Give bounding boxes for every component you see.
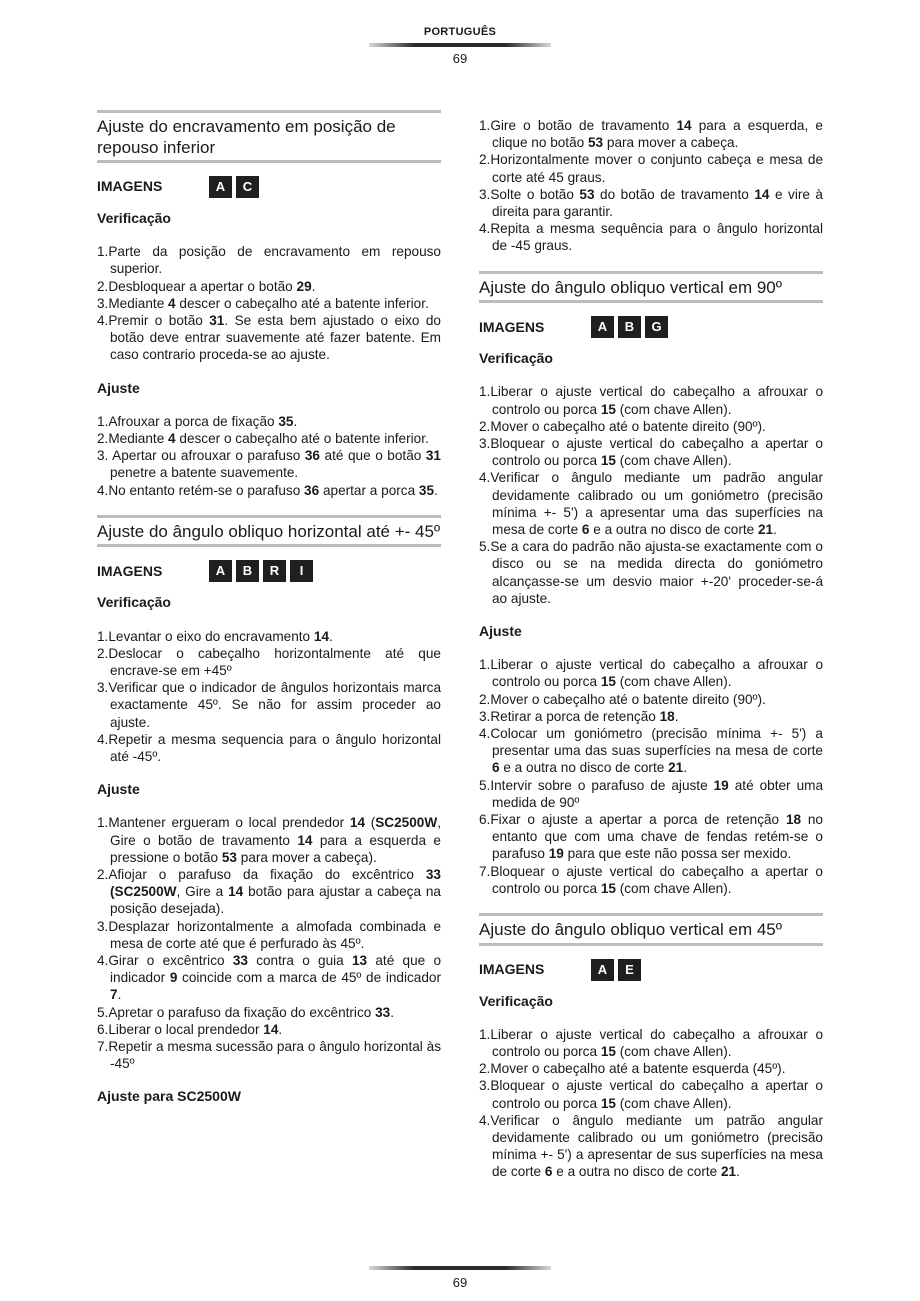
list-item: 4.Premir o botão 31. Se esta bem ajustado o eixo do botão deve entrar suavemente até fazer batente. Em caso contrario proceda-se ao ajuste. (97, 313, 441, 363)
intro-list (479, 117, 823, 255)
imagens-row (479, 958, 823, 982)
ajuste-sc2500w-heading: Ajuste para SC2500W (97, 1088, 241, 1105)
image-ref-badge: G (645, 316, 668, 338)
header-divider (369, 43, 551, 47)
list-item: 4.Repita a mesma sequência para o ângulo horizontal de -45 graus. (479, 221, 823, 254)
verificacao-heading: Verificação (97, 594, 171, 611)
list-item: 2.Mover o cabeçalho até a batente esquerda (45º). (479, 1061, 786, 1077)
verificacao-heading: Verificação (479, 350, 553, 367)
list-item: 1.Liberar o ajuste vertical do cabeçalho a afrouxar o controlo ou porca 15 (com chave Allen). (479, 384, 823, 417)
image-ref-badge: I (290, 560, 313, 582)
list-item: 3.Mediante 4 descer o cabeçalho até a batente inferior. (97, 295, 429, 311)
imagens-row (479, 315, 823, 339)
list-item: 1.Gire o botão de travamento 14 para a esquerda, e clique no botão 53 para mover a cabeça. (479, 118, 823, 151)
verificacao-list (97, 628, 441, 766)
image-ref-badge: A (591, 959, 614, 981)
list-item: 1.Liberar o ajuste vertical do cabeçalho a afrouxar o controlo ou porca 15 (com chave Allen). (479, 1026, 823, 1059)
list-item: 5.Se a cara do padrão não ajusta-se exactamente com o disco ou se na medida directa do goniómetro alcançasse-se um desvio maior +-20' proceder-se-á ao ajuste. (479, 539, 823, 606)
list-item: 7.Bloquear o ajuste vertical do cabeçalho a apertar o controlo ou porca 15 (com chave Allen). (479, 863, 823, 896)
list-item: 7.Repetir a mesma sucessão para o ângulo horizontal às -45º (97, 1039, 441, 1072)
image-ref-badge: A (591, 316, 614, 338)
right-column (479, 117, 823, 1197)
verificacao-list (479, 383, 823, 607)
imagens-label: IMAGENS (97, 562, 163, 579)
list-item: 2.Deslocar o cabeçalho horizontalmente até que encrave-se em +45º (97, 645, 441, 678)
list-item: 3. Apertar ou afrouxar o parafuso 36 até que o botão 31 penetre a batente suavemente. (97, 448, 441, 481)
ajuste-list (97, 814, 441, 1072)
section-title-text: Ajuste do ângulo obliquo vertical em 45º (479, 920, 782, 940)
ajuste-heading: Ajuste (97, 379, 140, 396)
list-item: 1.Afrouxar a porca de fixação 35. (97, 413, 298, 429)
section-title-text: Ajuste do ângulo obliquo horizontal até +- 45º (97, 521, 441, 541)
list-item: 2.Mover o cabeçalho até o batente direito (90º). (479, 418, 766, 434)
imagens-label: IMAGENS (479, 318, 545, 335)
image-ref-badge: A (209, 176, 232, 198)
list-item: 2.Desbloquear a apertar o botão 29. (97, 278, 316, 294)
page-number-bottom: 69 (452, 1275, 468, 1290)
image-ref-badge: C (236, 176, 259, 198)
list-item: 4.Girar o excêntrico 33 contra o guia 13 até que o indicador 9 coincide com a marca de 45º de indicador 7. (97, 953, 441, 1003)
verificacao-heading: Verificação (97, 210, 171, 226)
ajuste-list (97, 413, 441, 499)
list-item: 5.Intervir sobre o parafuso de ajuste 19 até obter uma medida de 90º (479, 777, 824, 810)
image-ref-badge: E (618, 959, 641, 981)
section-title-text: Ajuste do encravamento em posição de repouso inferior (97, 117, 396, 157)
badges (209, 560, 317, 582)
list-item: 4.Colocar um goniómetro (precisão mínima +- 5') a presentar uma das suas superfícies na mesa de corte 6 e a outra no disco de corte 21. (479, 725, 823, 776)
list-item: 3.Bloquear o ajuste vertical do cabeçalho a apertar o controlo ou porca 15 (com chave Allen). (479, 435, 823, 469)
ajuste-heading: Ajuste (97, 781, 140, 798)
list-item: 2.Afiojar o parafuso da fixação do excêntrico 33 (SC2500W, Gire a 14 botão para ajustar a cabeça na posição desejada). (97, 866, 441, 917)
list-item: 1.Parte da posição de encravamento em repouso superior. (97, 244, 441, 277)
list-item: 3.Bloquear o ajuste vertical do cabeçalho a apertar o controlo ou porca 15 (com chave Allen). (479, 1078, 823, 1111)
image-ref-badge: A (209, 560, 232, 582)
imagens-row (97, 559, 441, 583)
ajuste-list (479, 656, 823, 897)
list-item: 4.No entanto retém-se o parafuso 36 apertar a porca 35. (97, 482, 438, 498)
footer-divider (369, 1266, 551, 1270)
left-column (97, 110, 441, 1122)
imagens-label: IMAGENS (97, 178, 163, 195)
verificacao-list (97, 243, 441, 363)
verificacao-list (479, 1026, 823, 1181)
list-item: 6.Fixar o ajuste a apertar a porca de retenção 18 no entanto que com uma chave de fendas retém-se o parafuso 19 para que este não possa ser mexido. (479, 812, 823, 862)
section-title-vertical-90 (479, 271, 823, 304)
image-ref-badge: B (618, 316, 641, 338)
list-item: 3.Verificar que o indicador de ângulos horizontais marca exactamente 45º. Se não for assim proceder ao ajuste. (97, 680, 441, 730)
section-title-text: Ajuste do ângulo obliquo vertical em 90º (479, 277, 782, 297)
image-ref-badge: B (236, 560, 259, 582)
list-item: 1.Mantener ergueram o local prendedor 14 (SC2500W, Gire o botão de travamento 14 para a esquerda e pressione o botão 53 para mover a cabeça). (97, 815, 441, 865)
list-item: 2.Mediante 4 descer o cabeçalho até o batente inferior. (97, 431, 429, 447)
list-item: 3.Retirar a porca de retenção 18. (479, 708, 679, 724)
list-item: 4.Verificar o ângulo mediante um patrão angular devidamente calibrado ou um goniómetro (precisão mínima +- 5') a apresentar de sus superfícies na mesa de corte 6 e a outra no disco de corte 21. (479, 1112, 823, 1180)
list-item: 4.Repetir a mesma sequencia para o ângulo horizontal até -45º. (97, 731, 441, 764)
badges (591, 959, 645, 981)
ajuste-heading: Ajuste (479, 622, 522, 639)
list-item: 4.Verificar o ângulo mediante um padrão angular devidamente calibrado ou um goniómetro (precisão mínima +- 5') a apresentar uma das superfícies na mesa de corte 6 e a outra no disco de corte 21. (479, 470, 823, 537)
list-item: 2.Mover o cabeçalho até o batente direito (90º). (479, 691, 766, 707)
imagens-label: IMAGENS (479, 960, 545, 977)
list-item: 1.Liberar o ajuste vertical do cabeçalho a afrouxar o controlo ou porca 15 (com chave Allen). (479, 657, 823, 690)
badges (209, 176, 263, 198)
image-ref-badge: R (263, 560, 286, 582)
section-title-vertical-45 (479, 913, 823, 946)
list-item: 2.Horizontalmente mover o conjunto cabeça e mesa de corte até 45 graus. (479, 152, 823, 185)
badges (591, 316, 672, 338)
verificacao-heading: Verificação (479, 992, 553, 1009)
list-item: 3.Desplazar horizontalmente a almofada combinada e mesa de corte até que é perfurado às 45º. (97, 918, 441, 951)
list-item: 1.Levantar o eixo do encravamento 14. (97, 628, 333, 644)
list-item: 6.Liberar o local prendedor 14. (97, 1021, 283, 1037)
section-title-encravamento (97, 110, 441, 163)
imagens-row (97, 175, 441, 199)
language-header: PORTUGUÊS (423, 26, 497, 38)
page-number-top: 69 (452, 51, 468, 66)
list-item: 5.Apretar o parafuso da fixação do excêntrico 33. (97, 1004, 394, 1020)
list-item: 3.Solte o botão 53 do botão de travamento 14 e vire à direita para garantir. (479, 186, 823, 220)
section-title-obliquo-horizontal (97, 515, 441, 548)
